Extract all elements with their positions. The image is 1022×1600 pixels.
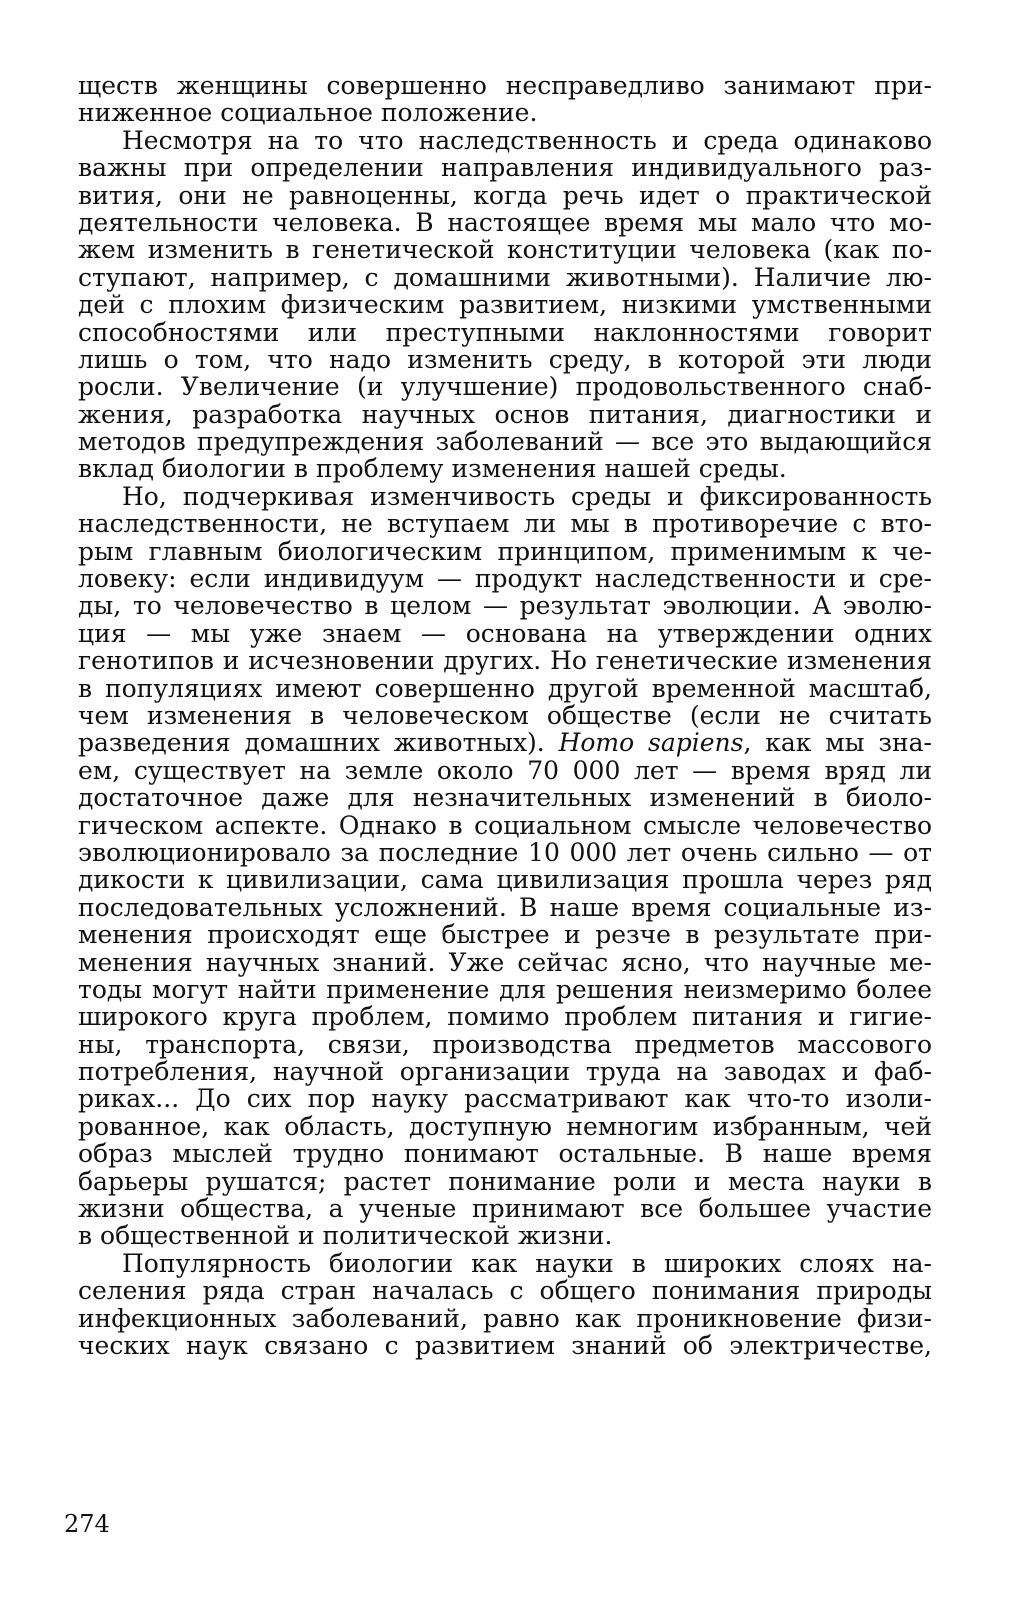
- text-line: росли. Увеличение (и улучшение) продовольственного снаб-: [78, 372, 932, 402]
- text-line: селения ряда стран началась с общего понимания природы: [78, 1276, 932, 1306]
- text-line: менения научных знаний. Уже сейчас ясно, что научные ме-: [78, 947, 932, 977]
- text-line: гическом аспекте. Однако в социальном смысле человечество: [78, 810, 932, 840]
- text-line: барьеры рушатся; растет понимание роли и места науки в: [78, 1166, 932, 1196]
- paragraph: [78, 483, 932, 1250]
- text-line: потребления, научной организации труда на заводах и фаб-: [78, 1057, 932, 1087]
- text-line: лишь о том, что надо изменить среду, в которой эти люди: [78, 344, 932, 374]
- book-page-text: [78, 72, 932, 1359]
- text-line: жем изменить в генетической конституции человека (как по-: [78, 235, 932, 265]
- text-line: ческих наук связано с развитием знаний об электричестве,: [78, 1330, 932, 1360]
- text-line: инфекционных заболеваний, равно как проникновение физи-: [78, 1303, 932, 1333]
- text-line: дей с плохим физическим развитием, низкими умственными: [78, 290, 932, 320]
- text-line: в общественной и политической жизни.: [78, 1221, 613, 1251]
- text-line: рым главным биологическим принципом, применимым к че-: [78, 536, 932, 566]
- text-line: Несмотря на то что наследственность и среда одинаково: [122, 125, 932, 155]
- text-line: дикости к цивилизации, сама цивилизация прошла через ряд: [78, 865, 932, 895]
- text-line: образ мыслей трудно понимают остальные. В наше время: [78, 1139, 932, 1169]
- text-line: чем изменения в человеческом обществе (если не считать: [78, 700, 932, 730]
- text-line: Но, подчеркивая изменчивость среды и фиксированность: [122, 481, 932, 511]
- text-line: ловеку: если индивидуум — продукт наследственности и сре-: [78, 564, 932, 594]
- text-line: жения, разработка научных основ питания, диагностики и: [78, 399, 932, 429]
- text-line: в популяциях имеют совершенно другой временной масштаб,: [78, 673, 932, 703]
- text-line: способностями или преступными наклонностями говорит: [78, 317, 932, 347]
- text-line: риках... До сих пор науку рассматривают как что-то изоли-: [78, 1084, 932, 1114]
- text-line: деятельности человека. В настоящее время мы мало что мо-: [78, 207, 932, 237]
- text-line: широкого круга проблем, помимо проблем питания и гигие-: [78, 1002, 932, 1032]
- text-line: методов предупреждения заболеваний — все это выдающийся: [78, 427, 932, 457]
- text-line: ступают, например, с домашними животными). Наличие лю-: [78, 262, 932, 292]
- text-line: менения происходят еще быстрее и резче в результате при-: [78, 920, 932, 950]
- text-line: ществ женщины совершенно несправедливо занимают при-: [78, 71, 932, 100]
- paragraph: [78, 72, 932, 127]
- text-line: рованное, как область, доступную немногим избранным, чей: [78, 1111, 932, 1141]
- text-line: генотипов и исчезновении других. Но генетические изменения: [78, 646, 932, 676]
- text-line: важны при определении направления индивидуального раз-: [78, 153, 932, 183]
- paragraph: [78, 1250, 932, 1360]
- text-line: вклад биологии в проблему изменения нашей среды.: [78, 454, 787, 484]
- text-line: ды, то человечество в целом — результат эволюции. А эволю-: [78, 591, 932, 621]
- text-line: эволюционировало за последние 10 000 лет очень сильно — от: [78, 837, 932, 867]
- text-line: ем, существует на земле около 70 000 лет — время вряд ли: [78, 755, 932, 785]
- text-line: наследственности, не вступаем ли мы в противоречие с вто-: [78, 509, 932, 539]
- text-line: последовательных усложнений. В наше время социальные из-: [78, 892, 932, 922]
- text-line: разведения домашних животных). Homo sapiens, как мы зна-: [78, 728, 932, 758]
- text-line: ны, транспорта, связи, производства предметов массового: [78, 1029, 932, 1059]
- text-line: Популярность биологии как науки в широких слоях на-: [122, 1248, 932, 1278]
- text-line: вития, они не равноценны, когда речь идет о практической: [78, 180, 932, 210]
- text-line: достаточное даже для незначительных изменений в биоло-: [78, 783, 932, 813]
- text-line: ция — мы уже знаем — основана на утверждении одних: [78, 618, 932, 648]
- species-name: Homo sapiens: [558, 728, 744, 758]
- text-line: тоды могут найти применение для решения неизмеримо более: [78, 974, 932, 1004]
- text-line: ниженное социальное положение.: [78, 98, 538, 128]
- text-line: жизни общества, а ученые принимают все большее участие: [78, 1194, 932, 1224]
- page-number: 274: [64, 1510, 110, 1538]
- paragraph: [78, 127, 932, 483]
